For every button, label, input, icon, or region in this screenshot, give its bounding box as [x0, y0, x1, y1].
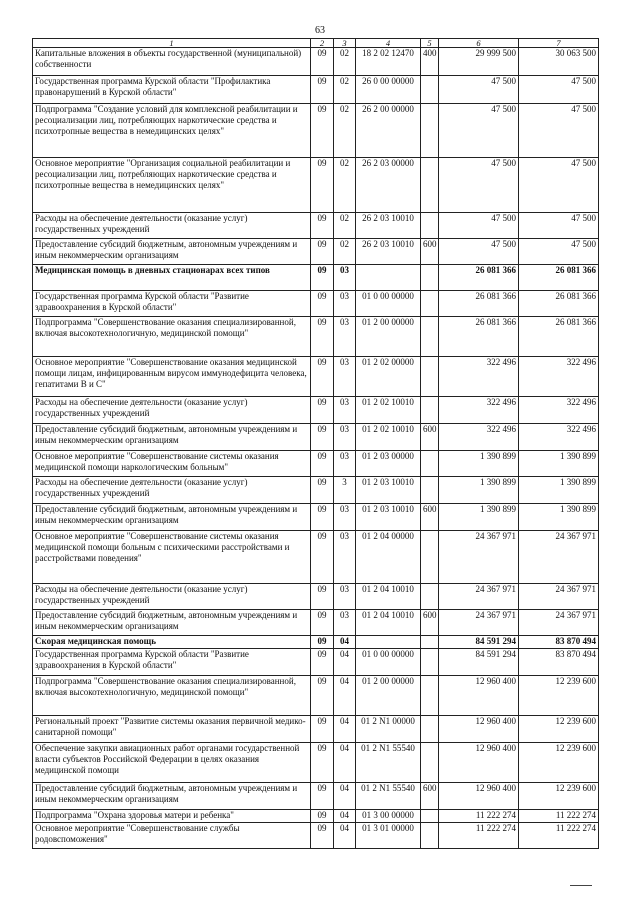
row-target-article-cell: 01 2 02 10010	[356, 424, 421, 451]
row-subsection-cell: 04	[334, 649, 356, 676]
table-row	[33, 48, 599, 76]
row-amount-year1-cell: 47 500	[439, 76, 519, 104]
row-target-article-cell	[356, 636, 421, 649]
row-subsection-cell: 03	[334, 424, 356, 451]
row-name-cell: Медицинская помощь в дневных стационарах всех типов	[33, 265, 311, 291]
row-section-cell: 09	[311, 265, 334, 291]
row-expense-type-cell	[421, 810, 439, 823]
row-amount-year2-cell: 47 500	[519, 104, 599, 158]
row-target-article-cell: 26 2 03 10010	[356, 239, 421, 265]
row-amount-year2-cell: 322 496	[519, 424, 599, 451]
row-target-article-cell: 01 2 03 10010	[356, 504, 421, 531]
table-row	[33, 783, 599, 810]
row-name-cell: Расходы на обеспечение деятельности (оказание услуг) государственных учреждений	[33, 584, 311, 610]
row-expense-type-cell	[421, 531, 439, 584]
row-name-cell: Расходы на обеспечение деятельности (оказание услуг) государственных учреждений	[33, 213, 311, 239]
table-row	[33, 823, 599, 849]
row-amount-year1-cell: 1 390 899	[439, 504, 519, 531]
row-target-article-cell: 01 2 03 00000	[356, 451, 421, 477]
row-section-cell: 09	[311, 239, 334, 265]
row-amount-year2-cell: 322 496	[519, 357, 599, 397]
row-amount-year1-cell: 26 081 366	[439, 317, 519, 357]
row-section-cell: 09	[311, 104, 334, 158]
row-subsection-cell: 04	[334, 636, 356, 649]
row-subsection-cell: 02	[334, 48, 356, 76]
row-section-cell: 09	[311, 158, 334, 213]
row-subsection-cell: 03	[334, 584, 356, 610]
row-amount-year1-cell: 12 960 400	[439, 743, 519, 783]
row-expense-type-cell	[421, 716, 439, 743]
row-amount-year2-cell: 47 500	[519, 239, 599, 265]
row-amount-year1-cell: 11 222 274	[439, 823, 519, 849]
row-name-cell: Подпрограмма "Совершенствование оказания специализированной, включая высокотехнологичную, медицинской помощи"	[33, 317, 311, 357]
row-target-article-cell: 01 2 02 00000	[356, 357, 421, 397]
row-name-cell: Государственная программа Курской области "Развитие здравоохранения в Курской области"	[33, 649, 311, 676]
row-amount-year1-cell: 47 500	[439, 213, 519, 239]
row-amount-year1-cell: 12 960 400	[439, 676, 519, 716]
row-name-cell: Расходы на обеспечение деятельности (оказание услуг) государственных учреждений	[33, 397, 311, 424]
row-target-article-cell: 18 2 02 12470	[356, 48, 421, 76]
row-name-cell: Подпрограмма "Создание условий для комплексной реабилитации и ресоциализации лиц, потребляющих наркотические средства и психотропные вещества в немедицинских целях"	[33, 104, 311, 158]
row-subsection-cell: 04	[334, 810, 356, 823]
table-row	[33, 317, 599, 357]
row-expense-type-cell	[421, 357, 439, 397]
table-row	[33, 649, 599, 676]
row-subsection-cell: 02	[334, 158, 356, 213]
row-target-article-cell: 01 2 03 10010	[356, 477, 421, 504]
row-subsection-cell: 03	[334, 265, 356, 291]
table-row	[33, 104, 599, 158]
row-target-article-cell: 01 2 00 00000	[356, 676, 421, 716]
row-amount-year2-cell: 12 239 600	[519, 676, 599, 716]
row-subsection-cell: 03	[334, 397, 356, 424]
row-amount-year2-cell: 83 870 494	[519, 649, 599, 676]
row-expense-type-cell	[421, 213, 439, 239]
table-row	[33, 584, 599, 610]
col-header-name: 1	[33, 39, 311, 48]
row-target-article-cell: 01 2 04 10010	[356, 584, 421, 610]
row-section-cell: 09	[311, 743, 334, 783]
row-name-cell: Обеспечение закупки авиационных работ органами государственной власти субъектов Российской Федерации в целях оказания медицинской помощи	[33, 743, 311, 783]
row-section-cell: 09	[311, 531, 334, 584]
row-expense-type-cell	[421, 291, 439, 317]
row-subsection-cell: 03	[334, 451, 356, 477]
row-amount-year1-cell: 1 390 899	[439, 477, 519, 504]
row-amount-year1-cell: 12 960 400	[439, 716, 519, 743]
row-amount-year2-cell: 12 239 600	[519, 783, 599, 810]
row-section-cell: 09	[311, 477, 334, 504]
row-subsection-cell: 3	[334, 477, 356, 504]
row-amount-year1-cell: 29 999 500	[439, 48, 519, 76]
row-amount-year2-cell: 30 063 500	[519, 48, 599, 76]
col-header-section: 2	[311, 39, 334, 48]
row-expense-type-cell	[421, 676, 439, 716]
row-amount-year2-cell: 83 870 494	[519, 636, 599, 649]
row-name-cell: Предоставление субсидий бюджетным, автономным учреждениям и иным некоммерческим организациям	[33, 783, 311, 810]
row-amount-year1-cell: 24 367 971	[439, 584, 519, 610]
row-expense-type-cell	[421, 104, 439, 158]
column-number-row	[33, 39, 599, 48]
col-header-target-article: 4	[356, 39, 421, 48]
row-name-cell: Предоставление субсидий бюджетным, автономным учреждениям и иным некоммерческим организациям	[33, 504, 311, 531]
row-amount-year1-cell: 12 960 400	[439, 783, 519, 810]
row-expense-type-cell	[421, 317, 439, 357]
row-amount-year2-cell: 26 081 366	[519, 317, 599, 357]
row-subsection-cell: 03	[334, 504, 356, 531]
col-header-expense-type: 5	[421, 39, 439, 48]
row-name-cell: Основное мероприятие "Совершенствование службы родовспоможения"	[33, 823, 311, 849]
row-name-cell: Расходы на обеспечение деятельности (оказание услуг) государственных учреждений	[33, 477, 311, 504]
row-expense-type-cell: 600	[421, 783, 439, 810]
row-amount-year1-cell: 24 367 971	[439, 610, 519, 636]
row-expense-type-cell: 600	[421, 610, 439, 636]
row-target-article-cell: 01 3 01 00000	[356, 823, 421, 849]
row-amount-year2-cell: 24 367 971	[519, 610, 599, 636]
row-expense-type-cell	[421, 76, 439, 104]
row-amount-year2-cell: 47 500	[519, 213, 599, 239]
row-amount-year1-cell: 26 081 366	[439, 265, 519, 291]
row-subsection-cell: 03	[334, 531, 356, 584]
row-section-cell: 09	[311, 649, 334, 676]
row-target-article-cell: 01 0 00 00000	[356, 291, 421, 317]
row-target-article-cell: 01 0 00 00000	[356, 649, 421, 676]
row-amount-year1-cell: 322 496	[439, 424, 519, 451]
row-subsection-cell: 04	[334, 823, 356, 849]
row-target-article-cell: 01 2 02 10010	[356, 397, 421, 424]
row-expense-type-cell	[421, 477, 439, 504]
table-row	[33, 451, 599, 477]
row-subsection-cell: 02	[334, 213, 356, 239]
row-amount-year2-cell: 1 390 899	[519, 477, 599, 504]
row-amount-year2-cell: 322 496	[519, 397, 599, 424]
row-amount-year1-cell: 26 081 366	[439, 291, 519, 317]
table-row	[33, 504, 599, 531]
table-row	[33, 76, 599, 104]
row-section-cell: 09	[311, 76, 334, 104]
table-body	[33, 48, 599, 849]
row-target-article-cell: 01 2 N1 55540	[356, 743, 421, 783]
row-amount-year2-cell: 11 222 274	[519, 810, 599, 823]
row-subsection-cell: 02	[334, 104, 356, 158]
table-row	[33, 424, 599, 451]
table-row	[33, 291, 599, 317]
row-expense-type-cell	[421, 823, 439, 849]
table-row	[33, 676, 599, 716]
row-target-article-cell: 26 2 00 00000	[356, 104, 421, 158]
row-section-cell: 09	[311, 213, 334, 239]
row-amount-year1-cell: 1 390 899	[439, 451, 519, 477]
row-section-cell: 09	[311, 636, 334, 649]
row-section-cell: 09	[311, 291, 334, 317]
row-amount-year2-cell: 12 239 600	[519, 743, 599, 783]
row-section-cell: 09	[311, 357, 334, 397]
row-amount-year2-cell: 47 500	[519, 158, 599, 213]
table-row	[33, 636, 599, 649]
row-subsection-cell: 03	[334, 357, 356, 397]
row-subsection-cell: 03	[334, 291, 356, 317]
row-amount-year2-cell: 26 081 366	[519, 265, 599, 291]
table-row	[33, 357, 599, 397]
row-section-cell: 09	[311, 610, 334, 636]
row-name-cell: Государственная программа Курской области "Развитие здравоохранения в Курской области"	[33, 291, 311, 317]
row-name-cell: Подпрограмма "Совершенствование оказания специализированной, включая высокотехнологичную, медицинской помощи"	[33, 676, 311, 716]
row-subsection-cell: 03	[334, 317, 356, 357]
row-name-cell: Основное мероприятие "Совершенствование системы оказания медицинской помощи наркологическим больным"	[33, 451, 311, 477]
row-name-cell: Капитальные вложения в объекты государственной (муниципальной) собственности	[33, 48, 311, 76]
row-target-article-cell: 01 2 N1 55540	[356, 783, 421, 810]
table-row	[33, 743, 599, 783]
row-amount-year1-cell: 84 591 294	[439, 636, 519, 649]
row-section-cell: 09	[311, 397, 334, 424]
row-expense-type-cell	[421, 636, 439, 649]
row-amount-year2-cell: 24 367 971	[519, 584, 599, 610]
row-amount-year2-cell: 1 390 899	[519, 451, 599, 477]
row-amount-year2-cell: 11 222 274	[519, 823, 599, 849]
row-expense-type-cell	[421, 451, 439, 477]
table-row	[33, 477, 599, 504]
row-amount-year1-cell: 322 496	[439, 397, 519, 424]
row-target-article-cell: 01 2 00 00000	[356, 317, 421, 357]
row-section-cell: 09	[311, 716, 334, 743]
row-target-article-cell: 26 0 00 00000	[356, 76, 421, 104]
table-row	[33, 716, 599, 743]
row-expense-type-cell	[421, 397, 439, 424]
row-subsection-cell: 04	[334, 716, 356, 743]
row-section-cell: 09	[311, 504, 334, 531]
row-amount-year1-cell: 47 500	[439, 158, 519, 213]
row-subsection-cell: 04	[334, 743, 356, 783]
row-expense-type-cell: 600	[421, 424, 439, 451]
footer-line	[570, 885, 592, 886]
row-section-cell: 09	[311, 317, 334, 357]
row-expense-type-cell	[421, 743, 439, 783]
row-amount-year2-cell: 24 367 971	[519, 531, 599, 584]
page-number: 63	[315, 25, 325, 36]
row-subsection-cell: 04	[334, 676, 356, 716]
row-section-cell: 09	[311, 783, 334, 810]
row-expense-type-cell: 400	[421, 48, 439, 76]
budget-table	[32, 38, 599, 849]
row-name-cell: Основное мероприятие "Совершенствование системы оказания медицинской помощи больным с психическими расстройствами и расстройствами поведения"	[33, 531, 311, 584]
row-expense-type-cell	[421, 158, 439, 213]
row-target-article-cell: 26 2 03 10010	[356, 213, 421, 239]
row-name-cell: Предоставление субсидий бюджетным, автономным учреждениям и иным некоммерческим организациям	[33, 239, 311, 265]
row-target-article-cell: 01 2 04 00000	[356, 531, 421, 584]
row-name-cell: Основное мероприятие "Организация социальной реабилитации и ресоциализации лиц, потребляющих наркотические средства и психотропные вещества в немедицинских целях"	[33, 158, 311, 213]
table-row	[33, 213, 599, 239]
table-row	[33, 610, 599, 636]
table-row	[33, 265, 599, 291]
table-row	[33, 158, 599, 213]
col-header-amount-year1: 6	[439, 39, 519, 48]
row-subsection-cell: 03	[334, 610, 356, 636]
row-expense-type-cell: 600	[421, 504, 439, 531]
row-section-cell: 09	[311, 676, 334, 716]
row-target-article-cell: 01 2 N1 00000	[356, 716, 421, 743]
row-target-article-cell: 01 3 00 00000	[356, 810, 421, 823]
row-section-cell: 09	[311, 823, 334, 849]
row-section-cell: 09	[311, 451, 334, 477]
row-section-cell: 09	[311, 584, 334, 610]
row-amount-year1-cell: 47 500	[439, 104, 519, 158]
row-amount-year1-cell: 11 222 274	[439, 810, 519, 823]
row-amount-year1-cell: 47 500	[439, 239, 519, 265]
table-row	[33, 397, 599, 424]
row-expense-type-cell	[421, 584, 439, 610]
row-amount-year2-cell: 47 500	[519, 76, 599, 104]
row-section-cell: 09	[311, 424, 334, 451]
row-amount-year1-cell: 84 591 294	[439, 649, 519, 676]
col-header-amount-year2: 7	[519, 39, 599, 48]
row-amount-year2-cell: 1 390 899	[519, 504, 599, 531]
table-row	[33, 810, 599, 823]
table-row	[33, 531, 599, 584]
col-header-subsection: 3	[334, 39, 356, 48]
row-target-article-cell: 01 2 04 10010	[356, 610, 421, 636]
row-expense-type-cell: 600	[421, 239, 439, 265]
row-subsection-cell: 02	[334, 239, 356, 265]
row-amount-year2-cell: 26 081 366	[519, 291, 599, 317]
table-row	[33, 239, 599, 265]
row-name-cell: Основное мероприятие "Совершенствование оказания медицинской помощи лицам, инфицированным вирусом иммунодефицита человека, гепатитами В и С"	[33, 357, 311, 397]
row-target-article-cell	[356, 265, 421, 291]
row-amount-year1-cell: 24 367 971	[439, 531, 519, 584]
row-name-cell: Скорая медицинская помощь	[33, 636, 311, 649]
row-name-cell: Предоставление субсидий бюджетным, автономным учреждениям и иным некоммерческим организациям	[33, 610, 311, 636]
row-name-cell: Подпрограмма "Охрана здоровья матери и ребенка"	[33, 810, 311, 823]
row-section-cell: 09	[311, 48, 334, 76]
row-section-cell: 09	[311, 810, 334, 823]
row-expense-type-cell	[421, 649, 439, 676]
row-amount-year2-cell: 12 239 600	[519, 716, 599, 743]
row-name-cell: Региональный проект "Развитие системы оказания первичной медико-санитарной помощи"	[33, 716, 311, 743]
row-subsection-cell: 04	[334, 783, 356, 810]
row-name-cell: Государственная программа Курской области "Профилактика правонарушений в Курской области"	[33, 76, 311, 104]
row-subsection-cell: 02	[334, 76, 356, 104]
row-name-cell: Предоставление субсидий бюджетным, автономным учреждениям и иным некоммерческим организациям	[33, 424, 311, 451]
row-amount-year1-cell: 322 496	[439, 357, 519, 397]
row-expense-type-cell	[421, 265, 439, 291]
row-target-article-cell: 26 2 03 00000	[356, 158, 421, 213]
